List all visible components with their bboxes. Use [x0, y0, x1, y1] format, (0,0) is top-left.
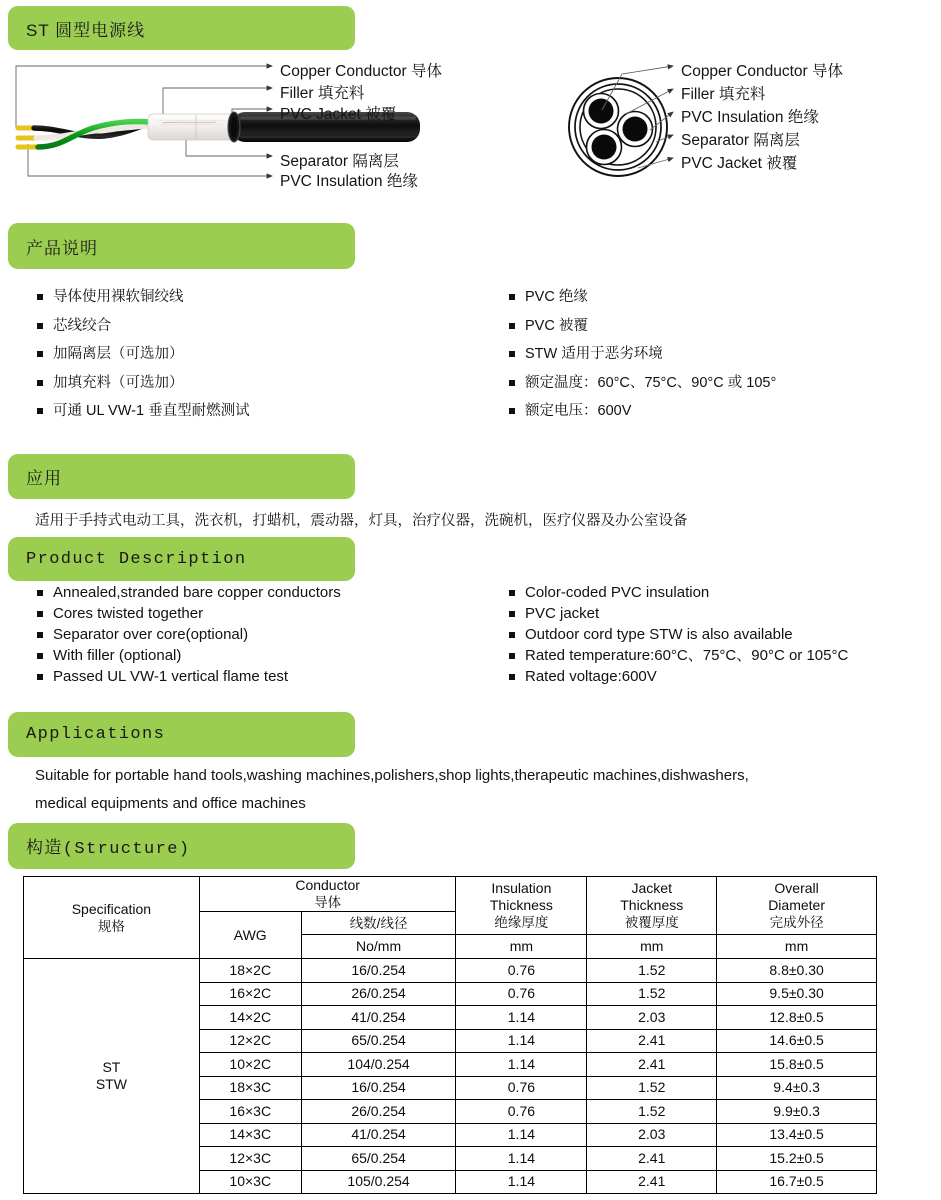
cell-jacket: 1.52	[587, 1076, 717, 1100]
cell-jacket: 1.52	[587, 1100, 717, 1124]
header-conductor	[199, 877, 456, 912]
cell-insulation: 0.76	[456, 1076, 587, 1100]
structure-table	[23, 876, 877, 1194]
header-jacket-en-1: Jacket	[631, 880, 672, 896]
cell-wires: 65/0.254	[301, 1147, 456, 1171]
spec-line-stw: STW	[95, 1076, 127, 1092]
list-item: Rated voltage:600V	[508, 666, 848, 687]
cell-overall: 15.8±0.5	[717, 1053, 877, 1077]
table-row	[24, 959, 877, 983]
cell-jacket: 1.52	[587, 959, 717, 983]
cell-wires: 65/0.254	[301, 1029, 456, 1053]
cell-awg: 16×3C	[199, 1100, 301, 1124]
cell-awg: 18×3C	[199, 1076, 301, 1100]
product-description-cn-right-list	[508, 283, 776, 426]
callout-pvc-jacket-right: PVC Jacket 被覆	[681, 155, 798, 172]
cell-wires: 105/0.254	[301, 1170, 456, 1194]
header-jacket-en-2: Thickness	[620, 897, 684, 913]
product-description-en-left-list	[36, 582, 341, 687]
cell-overall: 15.2±0.5	[717, 1147, 877, 1171]
list-item: PVC 绝缘	[508, 283, 776, 312]
header-wires-cn: 线数/线径	[301, 912, 456, 935]
cell-wires: 26/0.254	[301, 982, 456, 1006]
cell-awg: 10×2C	[199, 1053, 301, 1077]
table-header-row-1	[24, 877, 877, 912]
list-item: 导体使用裸软铜绞线	[36, 283, 250, 312]
product-description-en-right-list	[508, 582, 848, 687]
cell-wires: 41/0.254	[301, 1123, 456, 1147]
list-item: PVC 被覆	[508, 312, 776, 341]
cell-awg: 16×2C	[199, 982, 301, 1006]
cell-wires: 16/0.254	[301, 959, 456, 983]
header-conductor-cn: 导体	[314, 895, 342, 910]
header-specification-en: Specification	[71, 900, 152, 917]
cell-insulation: 0.76	[456, 959, 587, 983]
cell-awg: 12×2C	[199, 1029, 301, 1053]
header-jacket-cn: 被覆厚度	[624, 915, 679, 930]
callout-pvc-insulation-left: PVC Insulation 绝缘	[280, 173, 418, 190]
structure-banner	[8, 823, 355, 869]
cell-awg: 10×3C	[199, 1170, 301, 1194]
cell-jacket: 2.03	[587, 1006, 717, 1030]
cell-jacket: 2.41	[587, 1053, 717, 1077]
cell-insulation: 0.76	[456, 982, 587, 1006]
list-item: Rated temperature:60°C、75°C、90°C or 105°C	[508, 645, 848, 666]
product-description-cn-banner-label: 产品说明	[26, 238, 98, 258]
callout-copper-conductor-right: Copper Conductor 导体	[681, 63, 843, 80]
cell-jacket: 2.41	[587, 1170, 717, 1194]
header-overall-en-2: Diameter	[768, 897, 825, 913]
product-description-cn-banner	[8, 223, 355, 269]
cell-insulation: 1.14	[456, 1170, 587, 1194]
cell-wires: 104/0.254	[301, 1053, 456, 1077]
callout-separator-left: Separator 隔离层	[280, 153, 399, 170]
list-item: Cores twisted together	[36, 603, 341, 624]
list-item: Color-coded PVC insulation	[508, 582, 848, 603]
cell-overall: 8.8±0.30	[717, 959, 877, 983]
header-conductor-en: Conductor	[295, 877, 360, 893]
header-jacket-thickness	[587, 877, 717, 935]
header-awg: AWG	[199, 912, 301, 959]
header-insulation-cn: 绝缘厚度	[494, 915, 549, 930]
product-description-en-banner	[8, 537, 355, 581]
cell-wires: 26/0.254	[301, 1100, 456, 1124]
structure-banner-label: 构造(Structure)	[26, 840, 191, 859]
callout-copper-conductor-left: Copper Conductor 导体	[280, 63, 442, 80]
cell-awg: 14×3C	[199, 1123, 301, 1147]
application-cn-text: 适用于手持式电动工具，洗衣机，打蜡机，震动器，灯具，治疗仪器，洗碗机，医疗仪器及办公室设备	[35, 513, 688, 529]
list-item: 可通 UL VW-1 垂直型耐燃测试	[36, 397, 250, 426]
cell-jacket: 2.41	[587, 1029, 717, 1053]
callout-filler-left: Filler 填充料	[280, 85, 365, 102]
applications-en-banner	[8, 712, 355, 757]
cell-overall: 13.4±0.5	[717, 1123, 877, 1147]
callout-filler-right: Filler 填充料	[681, 86, 766, 103]
cell-wires: 41/0.254	[301, 1006, 456, 1030]
cell-wires: 16/0.254	[301, 1076, 456, 1100]
list-item: 加隔离层（可选加）	[36, 340, 250, 369]
spec-line-st: ST	[102, 1059, 121, 1075]
header-specification	[24, 877, 200, 959]
header-jacket-unit: mm	[587, 935, 717, 959]
header-overall-en-1: Overall	[774, 880, 819, 896]
applications-en-line-1: Suitable for portable hand tools,washing machines,polishers,shop lights,therapeutic machines,dishwashers,	[35, 767, 749, 784]
cell-insulation: 1.14	[456, 1053, 587, 1077]
cell-insulation: 1.14	[456, 1147, 587, 1171]
cell-jacket: 2.03	[587, 1123, 717, 1147]
cell-awg: 12×3C	[199, 1147, 301, 1171]
product-description-cn-left-list	[36, 283, 250, 426]
list-item: 芯线绞合	[36, 312, 250, 341]
list-item: PVC jacket	[508, 603, 848, 624]
cell-awg: 14×2C	[199, 1006, 301, 1030]
header-insulation-unit: mm	[456, 935, 587, 959]
header-wires-unit: No/mm	[301, 935, 456, 959]
callout-pvc-jacket-left: PVC Jacket 被覆	[280, 106, 397, 123]
cell-insulation: 1.14	[456, 1029, 587, 1053]
header-insulation-en-1: Insulation	[491, 880, 552, 896]
title-banner-label: ST 圆型电源线	[26, 20, 146, 40]
cell-overall: 12.8±0.5	[717, 1006, 877, 1030]
list-item: Separator over core(optional)	[36, 624, 341, 645]
applications-en-banner-label: Applications	[26, 725, 166, 744]
header-overall-diameter	[717, 877, 877, 935]
cell-awg: 18×2C	[199, 959, 301, 983]
cell-insulation: 1.14	[456, 1123, 587, 1147]
cell-jacket: 2.41	[587, 1147, 717, 1171]
list-item: STW 适用于恶劣环境	[508, 340, 776, 369]
product-description-en-banner-label: Product Description	[26, 549, 247, 569]
cell-specification-st-stw	[24, 959, 200, 1194]
title-banner	[8, 6, 355, 50]
list-item: Annealed,stranded bare copper conductors	[36, 582, 341, 603]
cell-overall: 16.7±0.5	[717, 1170, 877, 1194]
list-item: Passed UL VW-1 vertical flame test	[36, 666, 341, 687]
list-item: Outdoor cord type STW is also available	[508, 624, 848, 645]
list-item: With filler (optional)	[36, 645, 341, 666]
header-overall-cn: 完成外径	[769, 915, 824, 930]
callout-pvc-insulation-right: PVC Insulation 绝缘	[681, 109, 819, 126]
cell-overall: 14.6±0.5	[717, 1029, 877, 1053]
application-cn-banner-label: 应用	[26, 469, 62, 488]
header-insulation-en-2: Thickness	[489, 897, 553, 913]
cell-insulation: 1.14	[456, 1006, 587, 1030]
application-cn-banner	[8, 454, 355, 499]
cell-insulation: 0.76	[456, 1100, 587, 1124]
header-insulation-thickness	[456, 877, 587, 935]
cell-jacket: 1.52	[587, 982, 717, 1006]
cell-overall: 9.5±0.30	[717, 982, 877, 1006]
callout-separator-right: Separator 隔离层	[681, 132, 800, 149]
header-specification-cn: 规格	[97, 918, 125, 934]
cell-overall: 9.4±0.3	[717, 1076, 877, 1100]
applications-en-line-2: medical equipments and office machines	[35, 795, 306, 812]
cable-diagrams	[0, 52, 941, 202]
cell-overall: 9.9±0.3	[717, 1100, 877, 1124]
list-item: 额定温度：60°C、75°C、90°C 或 105°	[508, 369, 776, 398]
list-item: 加填充料（可选加）	[36, 369, 250, 398]
header-overall-unit: mm	[717, 935, 877, 959]
list-item: 额定电压：600V	[508, 397, 776, 426]
